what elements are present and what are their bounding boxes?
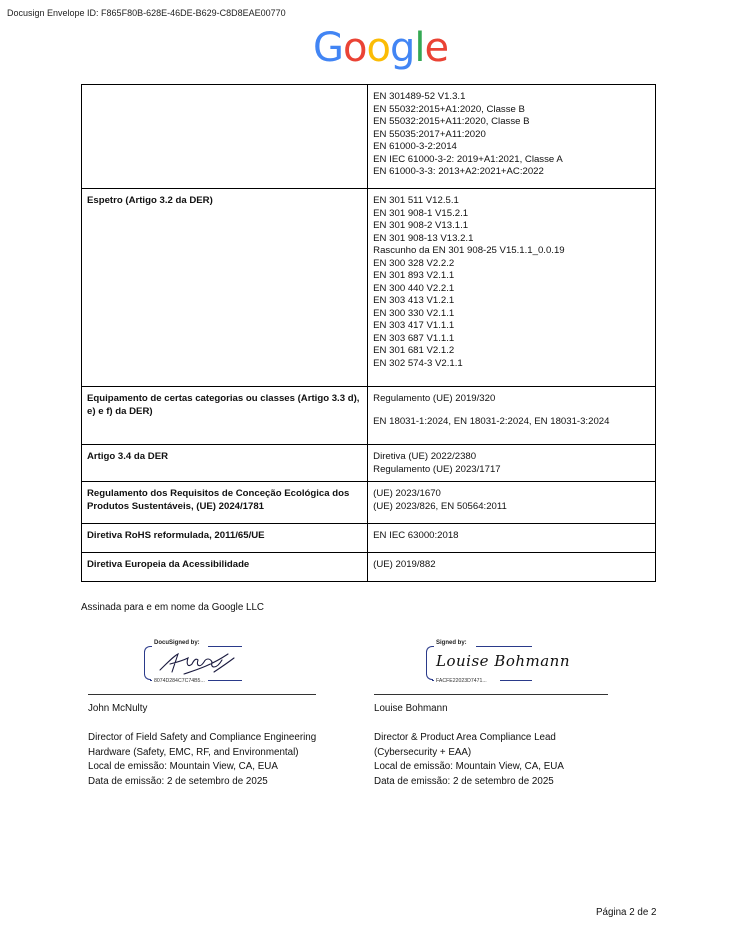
signature-line — [374, 694, 608, 695]
standard-item: EN 300 330 V2.1.1 — [373, 307, 455, 319]
docusign-caption: DocuSigned by: — [154, 640, 200, 646]
title-line: Local de emissão: Mountain View, CA, EUA — [374, 761, 564, 772]
logo-letter: o — [343, 25, 367, 71]
signer-title — [374, 731, 674, 789]
title-line: Director of Field Safety and Compliance Engineering — [88, 732, 317, 743]
table-row — [82, 189, 656, 387]
standard-item: EN 61000-3-3: 2013+A2:2021+AC:2022 — [373, 166, 544, 177]
table-row — [82, 524, 656, 553]
title-line: Hardware (Safety, EMC, RF, and Environmental) — [88, 746, 299, 758]
directive-label: Regulamento dos Requisitos de Conceção Ecológica dos Produtos Sustentáveis, (UE) 2024/1781 — [82, 482, 368, 524]
directive-label: Espetro (Artigo 3.2 da DER) — [82, 189, 368, 387]
title-line: Data de emissão: 2 de setembro de 2025 — [374, 775, 554, 787]
directive-label: Artigo 3.4 da DER — [82, 445, 368, 482]
standard-item: EN 301 908-2 V13.1.1 — [373, 220, 469, 231]
standard-item: EN 300 440 V2.2.1 — [373, 282, 455, 294]
docusign-stamp — [426, 640, 570, 684]
table-row — [82, 553, 656, 582]
table-row — [82, 387, 656, 445]
signed-on-behalf-text: Assinada para e em nome da Google LLC — [81, 602, 264, 613]
standard-item: EN 55035:2017+A11:2020 — [373, 128, 486, 140]
docusign-stamp — [144, 640, 244, 682]
standards-list — [368, 189, 656, 387]
logo-letter: o — [366, 25, 390, 71]
table-row — [82, 445, 656, 482]
handwritten-signature-john-mcnulty — [154, 648, 244, 678]
standard-item: EN 18031-1:2024, EN 18031-2:2024, EN 18031-3:2024 — [373, 415, 610, 427]
standard-item: EN 301 908-13 V13.2.1 — [373, 232, 474, 244]
standard-item: EN 55032:2015+A1:2020, Classe B — [373, 103, 525, 115]
standard-item: EN 303 687 V1.1.1 — [373, 332, 455, 344]
standard-item: EN 61000-3-2:2014 — [373, 141, 457, 152]
spacer — [373, 406, 650, 416]
logo-letter: l — [414, 25, 425, 71]
logo-letter: e — [424, 25, 449, 71]
standard-item: EN 301 908-1 V15.2.1 — [373, 207, 469, 219]
directive-label: Diretiva Europeia da Acessibilidade — [82, 553, 368, 582]
standards-list — [368, 524, 656, 553]
page-number: Página 2 de 2 — [596, 907, 657, 918]
standard-item: EN IEC 63000:2018 — [373, 530, 459, 541]
standard-item: EN 301 511 V12.5.1 — [373, 195, 459, 206]
logo-letter: G — [313, 25, 343, 71]
signer-title — [88, 731, 388, 789]
title-line: Local de emissão: Mountain View, CA, EUA — [88, 761, 278, 772]
logo-letter: g — [389, 25, 415, 71]
standard-item: Regulamento (UE) 2019/320 — [373, 393, 496, 404]
standards-list — [368, 445, 656, 482]
standard-item: EN 303 413 V1.2.1 — [373, 295, 455, 306]
standard-item: EN 55032:2015+A11:2020, Classe B — [373, 116, 530, 127]
docusign-hash: 8074D284C7C74B5... — [154, 678, 205, 684]
title-line: Data de emissão: 2 de setembro de 2025 — [88, 775, 268, 787]
standard-item: EN IEC 61000-3-2: 2019+A1:2021, Classe A — [373, 153, 563, 165]
standard-item: EN 303 417 V1.1.1 — [373, 320, 455, 331]
standard-item: (UE) 2023/826, EN 50564:2011 — [373, 500, 507, 512]
standards-list — [368, 85, 656, 189]
standard-item: EN 301 893 V2.1.1 — [373, 270, 455, 281]
docusign-hash: FACFE22023D7471... — [436, 678, 487, 684]
table-row — [82, 85, 656, 189]
standard-item: Diretiva (UE) 2022/2380 — [373, 451, 477, 462]
standards-list — [368, 482, 656, 524]
standard-item: (UE) 2019/882 — [373, 559, 436, 570]
signer-name: John McNulty — [88, 703, 148, 714]
title-line: Director & Product Area Compliance Lead — [374, 732, 556, 743]
standards-list — [368, 387, 656, 445]
docusign-envelope-id: Docusign Envelope ID: F865F80B-628E-46DE-B629-C8D8EAE00770 — [7, 8, 286, 18]
directive-label: Diretiva RoHS reformulada, 2011/65/UE — [82, 524, 368, 553]
standard-item: EN 302 574-3 V2.1.1 — [373, 357, 463, 369]
compliance-table — [81, 84, 656, 582]
directive-label: Equipamento de certas categorias ou classes (Artigo 3.3 d), e) e f) da DER) — [82, 387, 368, 445]
standard-item: (UE) 2023/1670 — [373, 488, 441, 499]
docusign-caption: Signed by: — [436, 640, 467, 646]
standard-item: Rascunho da EN 301 908-25 V15.1.1_0.0.19 — [373, 245, 565, 256]
signature-line — [88, 694, 316, 695]
standard-item: EN 300 328 V2.2.2 — [373, 257, 455, 269]
standard-item: EN 301489-52 V1.3.1 — [373, 91, 466, 102]
table-row — [82, 482, 656, 524]
standard-item: Regulamento (UE) 2023/1717 — [373, 463, 501, 475]
title-line: (Cybersecurity + EAA) — [374, 746, 472, 758]
standards-list — [368, 553, 656, 582]
google-logo — [313, 25, 449, 71]
directive-label — [82, 85, 368, 189]
handwritten-signature-louise-bohmann: Louise Bohmann — [436, 652, 570, 670]
signer-name: Louise Bohmann — [374, 703, 448, 714]
standard-item: EN 301 681 V2.1.2 — [373, 345, 455, 356]
